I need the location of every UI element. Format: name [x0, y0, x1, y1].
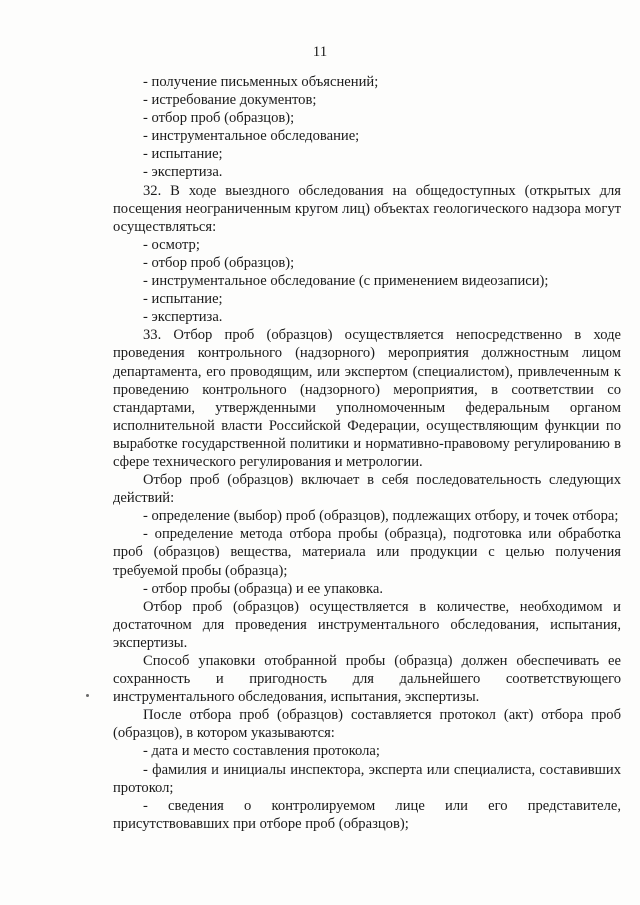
paragraph: Отбор проб (образцов) включает в себя последовательность следующих действий:: [113, 472, 621, 507]
paragraph-32: 32. В ходе выездного обследования на общедоступных (открытых для посещения неограниченным кругом лиц) объектах геологического надзора могут осуществляться:: [113, 182, 621, 235]
paragraph: Отбор проб (образцов) осуществляется в количестве, необходимом и достаточном для проведения инструментального обследования, испытания, экспертизы.: [113, 598, 621, 651]
list-item: - экспертиза.: [143, 309, 223, 326]
list-item: - истребование документов;: [143, 92, 317, 109]
paragraph-33: 33. Отбор проб (образцов) осуществляется непосредственно в ходе проведения контрольного (надзорного) мероприятия должностным лицом департамента, его проводящим, или экспертом (специалистом), привлеченным к проведению контрольного (надзорного) мероприятия, в соответствии со стандартами, утвержденными уполномоченным федеральным органом исполнительной власти Российской Федерации, осуществляющим функции по выработке государственной политики и нормативно-правовому регулированию в сфере технического регулирования и метрологии.: [113, 327, 621, 470]
list-item: - определение (выбор) проб (образцов), подлежащих отбору, и точек отбора;: [143, 508, 619, 525]
document-body: [113, 73, 621, 833]
list-item: - испытание;: [143, 146, 223, 163]
list-item: - дата и место составления протокола;: [143, 743, 380, 760]
list-item: - отбор проб (образцов);: [143, 110, 295, 127]
list-item: - определение метода отбора пробы (образца), подготовка или обработка проб (образцов) вещества, материала или продукции с целью получения требуемой пробы (образца);: [113, 526, 621, 579]
scan-speck: [86, 694, 89, 697]
list-item: - инструментальное обследование;: [143, 128, 360, 145]
list-item: - сведения о контролируемом лице или его представителе, присутствовавших при отборе проб (образцов);: [113, 797, 621, 832]
list-item: - инструментальное обследование (с применением видеозаписи);: [143, 273, 549, 290]
paragraph: Способ упаковки отобранной пробы (образца) должен обеспечивать ее сохранность и пригодность для дальнейшего соответствующего инструментального обследования, испытания, экспертизы.: [113, 653, 621, 706]
list-item: - получение письменных объяснений;: [143, 74, 379, 90]
list-item: - экспертиза.: [143, 164, 223, 181]
list-item: - фамилия и инициалы инспектора, эксперта или специалиста, составивших протокол;: [113, 761, 621, 796]
page-number: 11: [312, 44, 328, 60]
list-item: - испытание;: [143, 291, 223, 308]
paragraph: После отбора проб (образцов) составляется протокол (акт) отбора проб (образцов), в котором указываются:: [113, 707, 621, 742]
list-item: - осмотр;: [143, 236, 200, 253]
list-item: - отбор пробы (образца) и ее упаковка.: [143, 580, 384, 597]
list-item: - отбор проб (образцов);: [143, 254, 295, 271]
